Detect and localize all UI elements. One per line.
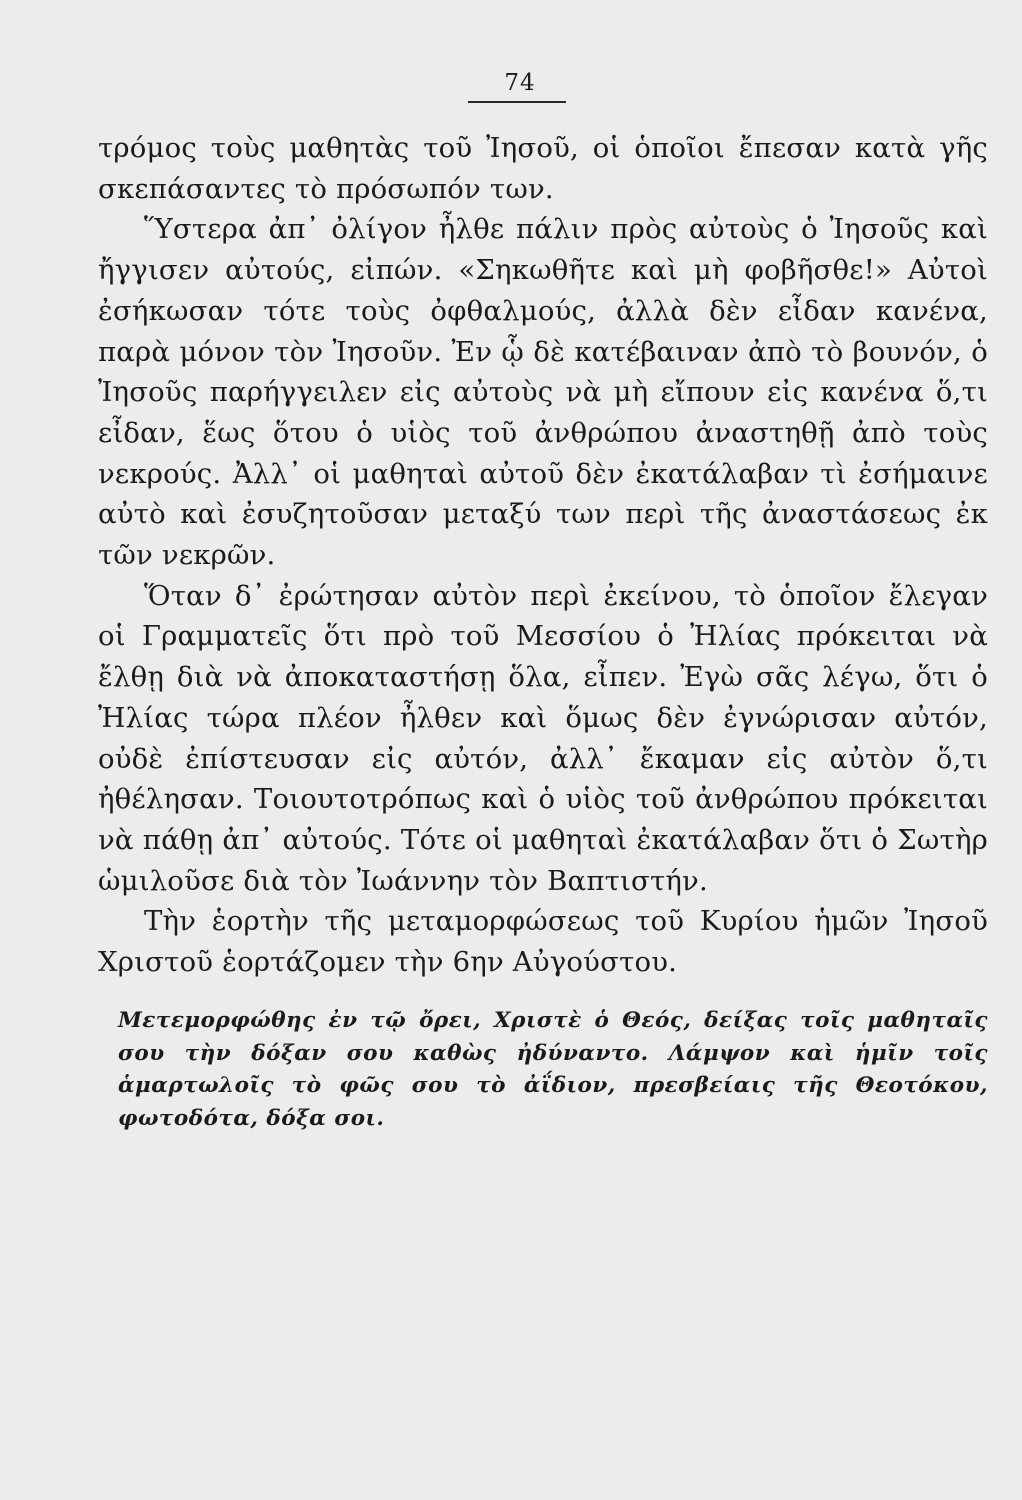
paragraph-feast-date: Τὴν ἑορτὴν τῆς μεταμορφώσεως τοῦ Κυρίου ἡμῶν Ἰησοῦ Χριστοῦ ἑορτάζομεν τὴν 6ην Αὐγούστου. [98,905,988,979]
page-number: 74 [504,70,536,96]
paragraph-transfiguration-descent: Ὕστερα ἀπ᾽ ὀλίγον ἦλθε πάλιν πρὸς αὐτοὺς ὁ Ἰησοῦς καὶ ἤγγισεν αὐτούς, εἰπών. «Σηκωθῆτε καὶ μὴ φοβῆσθε!» Αὐτοὶ ἐσήκωσαν τότε τοὺς ὀφθαλμούς, ἀλλὰ δὲν εἶδαν κανένα, παρὰ μόνον τὸν Ἰησοῦν. Ἐν ᾧ δὲ κατέβαιναν ἀπὸ τὸ βουνόν, ὁ Ἰησοῦς παρήγγειλεν εἰς αὐτοὺς νὰ μὴ εἴπουν εἰς κανένα ὅ,τι εἶδαν, ἕως ὅτου ὁ υἱὸς τοῦ ἀνθρώπου ἀναστηθῇ ἀπὸ τοὺς νεκρούς. Ἀλλ᾽ οἱ μαθηταὶ αὐτοῦ δὲν ἐκατάλαβαν τὶ ἐσήμαινε αὐτὸ καὶ ἐσυζητοῦσαν μεταξύ των περὶ τῆς ἀναστάσεως ἐκ τῶν νεκρῶν. [98,213,988,572]
page-number-rule [468,101,566,103]
apolytikion-hymn: Μετεμορφώθης ἐν τῷ ὄρει, Χριστὲ ὁ Θεός, δείξας τοῖς μαθηταῖς σου τὴν δόξαν σου καθὼς ἠδύναντο. Λάμψον καὶ ἡμῖν τοῖς ἁμαρτωλοῖς τὸ φῶς σου τὸ ἀΐδιον, πρεσβείαις τῆς Θεοτόκου, φωτοδότα, δόξα σοι. [118,1008,988,1131]
paragraph-continuation: τρόμος τοὺς μαθητὰς τοῦ Ἰησοῦ, οἱ ὁποῖοι ἔπεσαν κατὰ γῆς σκεπάσαντες τὸ πρόσωπόν των. [98,132,988,205]
body-text [98,128,988,983]
paragraph-elijah: Ὅταν δ᾽ ἐρώτησαν αὐτὸν περὶ ἐκείνου, τὸ ὁποῖον ἔλεγαν οἱ Γραμματεῖς ὅτι πρὸ τοῦ Μεσσίου ὁ Ἠλίας πρόκειται νὰ ἔλθῃ διὰ νὰ ἀποκαταστήσῃ ὅλα, εἶπεν. Ἐγὼ σᾶς λέγω, ὅτι ὁ Ἠλίας τώρα πλέον ἦλθεν καὶ ὅμως δὲν ἐγνώρισαν αὐτόν, οὐδὲ ἐπίστευσαν εἰς αὐτόν, ἀλλ᾽ ἔκαμαν εἰς αὐτὸν ὅ,τι ἠθέλησαν. Τοιουτοτρόπως καὶ ὁ υἱὸς τοῦ ἀνθρώπου πρόκειται νὰ πάθῃ ἀπ᾽ αὐτούς. Τότε οἱ μαθηταὶ ἐκατάλαβαν ὅτι ὁ Σωτὴρ ὡμιλοῦσε διὰ τὸν Ἰωάννην τὸν Βαπτιστήν. [98,579,988,897]
